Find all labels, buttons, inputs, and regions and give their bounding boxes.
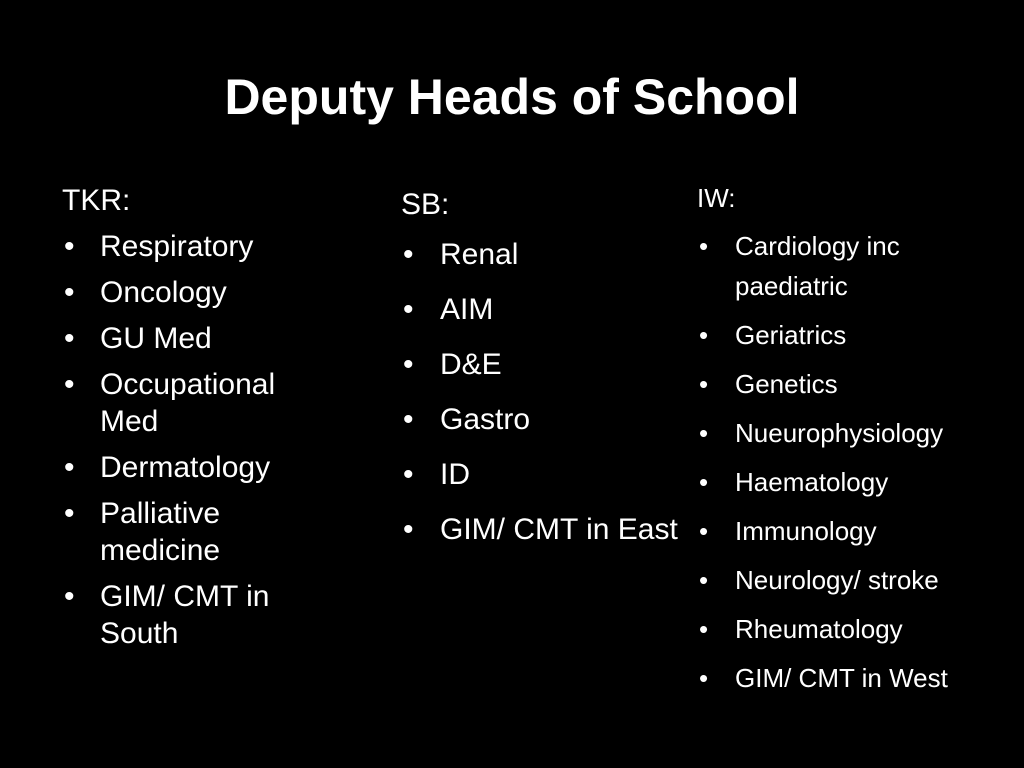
bullet-icon: • <box>403 403 414 436</box>
bullet-icon: • <box>64 368 75 401</box>
list-item <box>697 413 1017 453</box>
bullet-icon: • <box>699 663 709 693</box>
list-item <box>401 342 661 388</box>
list-item <box>697 315 1017 355</box>
bullet-icon: • <box>699 614 709 644</box>
list-item-label: Rheumatology <box>735 614 903 644</box>
list-item-label: Palliative medicine <box>100 497 221 567</box>
list-item-label: Oncology <box>100 276 227 309</box>
list-item <box>62 578 350 652</box>
list-item-label: GIM/ CMT in East <box>440 513 678 546</box>
column-tkr <box>62 182 362 661</box>
list-item-label: Haematology <box>735 467 889 497</box>
bullet-icon: • <box>64 580 75 613</box>
list-item <box>697 462 1017 502</box>
list-item <box>697 226 955 306</box>
list-item-label: ID <box>440 458 470 491</box>
list-item <box>401 287 661 333</box>
bullet-icon: • <box>699 231 709 261</box>
list-item-label: Genetics <box>735 369 838 399</box>
list-item <box>697 511 1017 551</box>
list-item <box>62 320 362 357</box>
bullet-icon: • <box>64 276 75 309</box>
bullet-icon: • <box>699 369 709 399</box>
list-item <box>62 366 320 440</box>
list-item <box>401 232 661 278</box>
list-item-label: AIM <box>440 293 494 326</box>
list-item-label: Nueurophysiology <box>735 418 944 448</box>
bullet-icon: • <box>403 513 414 546</box>
bullet-icon: • <box>64 451 75 484</box>
bullet-icon: • <box>699 418 709 448</box>
bullet-icon: • <box>403 238 414 271</box>
bullet-list <box>697 226 1017 698</box>
list-item-label: Geriatrics <box>735 320 847 350</box>
list-item-label: GU Med <box>100 322 212 355</box>
bullet-icon: • <box>64 322 75 355</box>
list-item-label: Neurology/ stroke <box>735 565 939 595</box>
list-item <box>401 397 661 443</box>
list-item <box>697 658 1017 698</box>
list-item <box>62 228 362 265</box>
list-item-label: Immunology <box>735 516 877 546</box>
column-iw <box>697 178 1017 707</box>
list-item-label: Respiratory <box>100 230 254 263</box>
bullet-icon: • <box>64 230 75 263</box>
list-item <box>697 364 1017 404</box>
bullet-icon: • <box>403 348 414 381</box>
list-item-label: Cardiology inc paediatric <box>735 231 900 301</box>
list-item-label: Gastro <box>440 403 531 436</box>
list-item <box>62 449 362 486</box>
column-heading: SB: <box>401 188 450 221</box>
list-item <box>62 274 362 311</box>
bullet-icon: • <box>699 467 709 497</box>
list-item <box>62 495 300 569</box>
bullet-icon: • <box>403 293 414 326</box>
list-item-label: GIM/ CMT in South <box>100 580 270 650</box>
list-item-label: Renal <box>440 238 519 271</box>
bullet-icon: • <box>699 565 709 595</box>
bullet-icon: • <box>403 458 414 491</box>
list-item <box>401 452 661 498</box>
bullet-list <box>62 228 362 652</box>
list-item <box>401 507 690 553</box>
list-item-label: D&E <box>440 348 502 381</box>
list-item-label: Dermatology <box>100 451 271 484</box>
list-item <box>697 609 1017 649</box>
column-sb <box>401 182 678 562</box>
bullet-icon: • <box>699 320 709 350</box>
bullet-icon: • <box>64 497 75 530</box>
bullet-icon: • <box>699 516 709 546</box>
column-heading: TKR: <box>62 184 131 217</box>
bullet-list <box>401 232 678 553</box>
column-heading: IW: <box>697 183 736 213</box>
page-title: Deputy Heads of School <box>224 69 800 125</box>
list-item <box>697 560 1017 600</box>
list-item-label: GIM/ CMT in West <box>735 663 948 693</box>
list-item-label: Occupational Med <box>100 368 276 438</box>
